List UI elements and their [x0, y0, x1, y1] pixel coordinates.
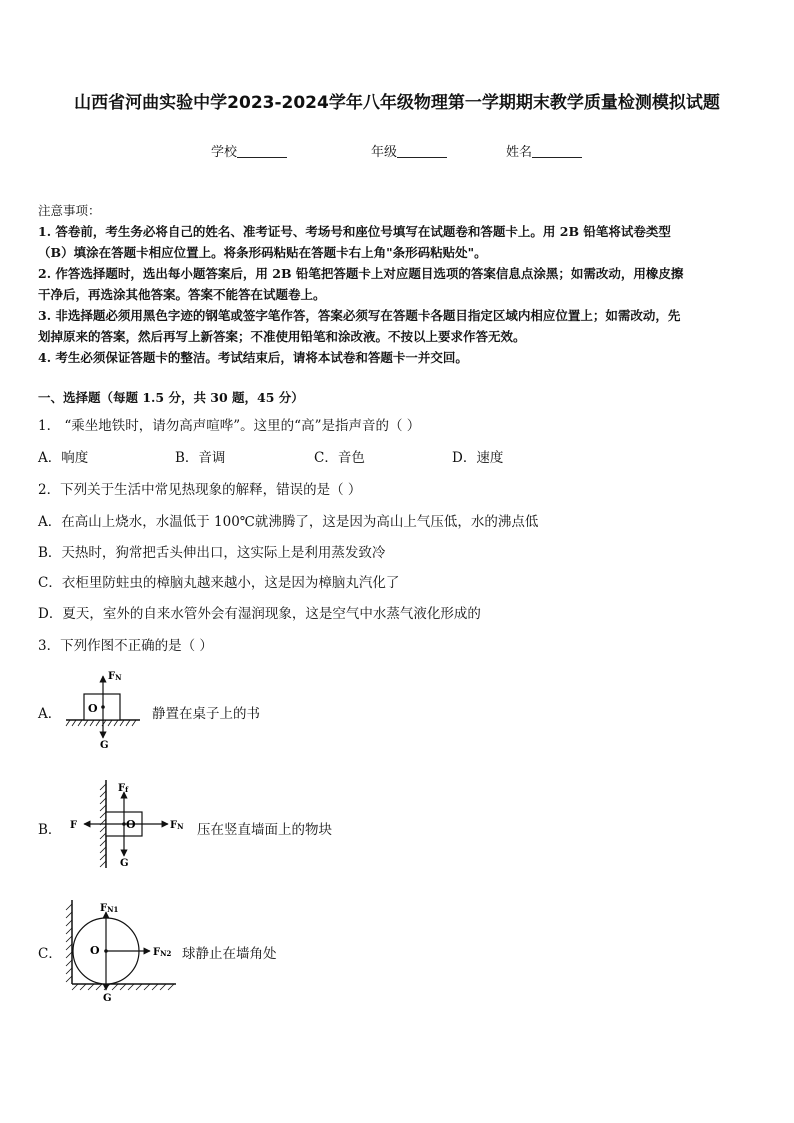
- option-c-letter: C．: [38, 946, 62, 962]
- normal-force-1-label: FN1: [100, 903, 119, 914]
- center-label: O: [90, 944, 100, 957]
- option-a-caption: 静置在桌子上的书: [152, 706, 260, 722]
- option-c: C．音色: [314, 450, 365, 466]
- block-on-wall-diagram: [66, 778, 194, 870]
- grade-label: 年级: [371, 145, 398, 160]
- instruction-line: 4. 考生必须保证答题卡的整洁。考试结束后，请将本试卷和答题卡一并交回。: [38, 350, 468, 365]
- grade-field: [371, 141, 447, 160]
- option-b: B．天热时，狗常把舌头伸出口，这实际上是利用蒸发致冷: [38, 545, 386, 561]
- school-field: [211, 141, 287, 160]
- instructions-heading: 注意事项：: [38, 203, 101, 218]
- gravity-label: G: [103, 993, 112, 1004]
- option-d: D．夏天，室外的自来水管外会有湿润现象，这是空气中水蒸气液化形成的: [38, 606, 481, 622]
- gravity-label: G: [100, 740, 109, 750]
- name-blank: [532, 143, 582, 158]
- pressing-force-label: F: [70, 820, 78, 831]
- option-d: D．速度: [452, 450, 504, 466]
- floor-hatching: [72, 984, 174, 990]
- question-2: [38, 478, 758, 628]
- option-a-letter: A．: [38, 706, 62, 722]
- option-c: C．衣柜里防蛀虫的樟脑丸越来越小，这是因为樟脑丸汽化了: [38, 575, 400, 591]
- question-stem: 3．下列作图不正确的是（ ）: [38, 638, 213, 654]
- friction-label: Ff: [118, 783, 129, 794]
- option-a: A．在高山上烧水，水温低于 100℃就沸腾了，这是因为高山上气压低，水的沸点低: [38, 514, 539, 530]
- normal-force-label: FN: [170, 820, 184, 831]
- page-title: 山西省河曲实验中学2023-2024学年八年级物理第一学期期末教学质量检测模拟试题: [74, 93, 720, 113]
- book-on-table-diagram: [60, 668, 150, 750]
- table-hatching: [66, 720, 136, 726]
- question-stem: 1． “乘坐地铁时，请勿高声喧哗”。这里的“高”是指声音的（ ）: [38, 418, 421, 434]
- option-c-caption: 球静止在墙角处: [182, 946, 277, 962]
- section-heading-text: 一、选择题（每题 1.5 分，共 30 题，45 分）: [38, 390, 304, 405]
- normal-force-label: FN: [108, 671, 122, 682]
- wall-hatching: [100, 784, 106, 867]
- instruction-line: 1. 答卷前，考生务必将自己的姓名、准考证号、考场号和座位号填写在试题卷和答题卡上。用 2B 铅笔将试卷类型: [38, 224, 671, 239]
- option-b-caption: 压在竖直墙面上的物块: [197, 822, 332, 838]
- instructions: [38, 200, 758, 368]
- center-label: O: [126, 818, 136, 831]
- question-3: [38, 634, 758, 664]
- instruction-line: 3. 非选择题必须用黑色字迹的钢笔或签字笔作答，答案必须写在答题卡各题目指定区域内相应位置上；如需改动，先: [38, 308, 681, 323]
- instruction-line: 划掉原来的答案，然后再写上新答案；不准使用铅笔和涂改液。不按以上要求作答无效。: [38, 329, 526, 344]
- instruction-line: 2. 作答选择题时，选出每小题答案后，用 2B 铅笔把答题卡上对应题目选项的答案信息点涂黑；如需改动，用橡皮擦: [38, 266, 684, 281]
- option-b-letter: B．: [38, 822, 62, 838]
- ball-in-corner-diagram: [62, 898, 182, 1004]
- school-blank: [237, 143, 287, 158]
- option-a: A．响度: [38, 450, 89, 466]
- instruction-line: 干净后，再选涂其他答案。答案不能答在试题卷上。: [38, 287, 326, 302]
- option-b: B．音调: [175, 450, 226, 466]
- school-label: 学校: [211, 145, 238, 160]
- name-field: [506, 141, 582, 160]
- instruction-line: （B）填涂在答题卡相应位置上。将条形码粘贴在答题卡右上角"条形码粘贴处"。: [38, 245, 487, 260]
- normal-force-2-label: FN2: [153, 947, 172, 958]
- name-label: 姓名: [506, 145, 533, 160]
- gravity-label: G: [120, 858, 129, 869]
- question-stem: 2．下列关于生活中常见热现象的解释，错误的是（ ）: [38, 482, 362, 498]
- question-1: [38, 414, 758, 474]
- section-heading: [38, 388, 758, 406]
- grade-blank: [397, 143, 447, 158]
- wall-hatching: [66, 904, 72, 982]
- center-label: O: [88, 702, 98, 715]
